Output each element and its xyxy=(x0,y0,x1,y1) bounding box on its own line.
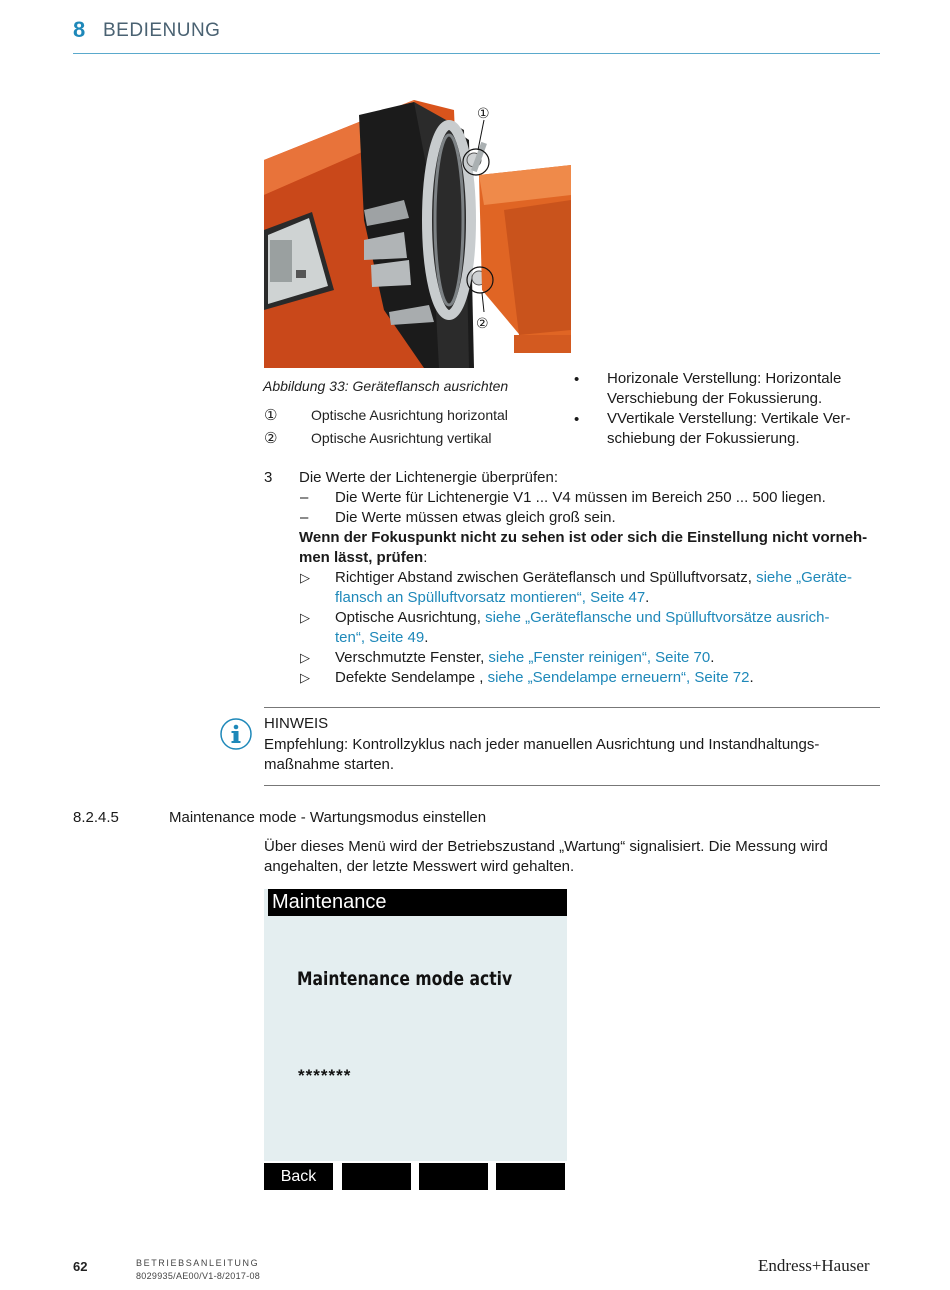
check-3-tail: . xyxy=(710,649,715,666)
header-divider xyxy=(73,53,880,54)
dash-item-2: Die Werte müssen etwas gleich groß sein. xyxy=(335,509,616,526)
check-item-2 xyxy=(335,608,829,628)
device-flange-illustration xyxy=(264,100,571,368)
hint-text-line1: Empfehlung: Kontrollzyklus nach jeder manuellen Ausrichtung und Instandhaltungs- xyxy=(264,736,820,753)
step-text: Die Werte der Lichtenergie überprüfen: xyxy=(299,469,559,486)
check-1-text: Richtiger Abstand zwischen Geräteflansch und Spülluftvorsatz, xyxy=(335,569,757,586)
check-2-link[interactable]: siehe „Geräteflansche und Spülluftvorsätze ausrich- xyxy=(485,609,830,626)
check-item-2-cont xyxy=(335,628,428,648)
legend-num-2: ② xyxy=(264,430,278,447)
check-item-1-cont xyxy=(335,588,649,608)
callout-2-label: ② xyxy=(476,315,489,331)
check-2-link-cont[interactable]: ten“, Seite 49 xyxy=(335,629,425,646)
check-4-tail: . xyxy=(749,669,754,686)
callout-1-label: ① xyxy=(477,105,490,121)
bullet-dot: • xyxy=(574,411,580,428)
check-triangle-icon: ▷ xyxy=(300,650,310,665)
hint-divider-top xyxy=(264,707,880,708)
brand-logo: Endress+Hauser xyxy=(758,1256,870,1275)
condition-line2-bold: men lässt, prüfen xyxy=(299,549,424,566)
check-1-tail: . xyxy=(645,589,650,606)
check-1-link[interactable]: siehe „Geräte- xyxy=(756,569,852,586)
check-2-tail: . xyxy=(424,629,429,646)
legend-text-1: Optische Ausrichtung horizontal xyxy=(311,407,508,423)
check-triangle-icon: ▷ xyxy=(300,610,310,625)
figure-caption: Abbildung 33: Geräteflansch ausrichten xyxy=(263,378,509,394)
check-3-link[interactable]: siehe „Fenster reinigen“, Seite 70 xyxy=(488,649,711,666)
check-2-text: Optische Ausrichtung, xyxy=(335,609,486,626)
check-1-link-cont[interactable]: flansch an Spülluftvorsatz montieren“, Seite 47 xyxy=(335,589,646,606)
legend-text-2: Optische Ausrichtung vertikal xyxy=(311,430,492,446)
chapter-title: BEDIENUNG xyxy=(103,20,221,41)
page-number: 62 xyxy=(73,1259,88,1274)
hint-title: HINWEIS xyxy=(264,715,329,732)
document-number: 8029935/AE00/V1-8/2017-08 xyxy=(136,1271,261,1281)
bullet-vertical-line2: schiebung der Fokussierung. xyxy=(607,430,800,447)
check-3-text: Verschmutzte Fenster, xyxy=(335,649,489,666)
hint-text-line2: maßnahme starten. xyxy=(264,756,395,773)
bullet-dot: • xyxy=(574,371,580,388)
check-triangle-icon: ▷ xyxy=(300,570,310,585)
document-type: BETRIEBSANLEITUNG xyxy=(136,1258,260,1268)
chapter-number: 8 xyxy=(73,17,86,42)
section-intro-line1: Über dieses Menü wird der Betriebszustand „Wartung“ signalisiert. Die Messung wird xyxy=(264,838,828,855)
display-title: Maintenance xyxy=(272,891,387,913)
back-softkey[interactable]: Back xyxy=(264,1163,333,1190)
device-display xyxy=(264,889,567,1161)
condition-line2-tail: : xyxy=(423,549,428,566)
bullet-horizontal-line1: Horizonale Verstellung: Horizontale xyxy=(607,370,842,387)
dash-item-1: Die Werte für Lichtenergie V1 ... V4 müssen im Bereich 250 ... 500 liegen. xyxy=(335,489,826,506)
check-item-4 xyxy=(335,668,754,688)
display-message: Maintenance mode activ xyxy=(297,968,513,990)
dash-marker: – xyxy=(300,509,309,526)
section-intro-line2: angehalten, der letzte Messwert wird gehalten. xyxy=(264,858,575,875)
legend-num-1: ① xyxy=(264,407,278,424)
check-item-1 xyxy=(335,568,852,588)
check-4-link[interactable]: siehe „Sendelampe erneuern“, Seite 72 xyxy=(487,669,750,686)
display-password: ******* xyxy=(298,1066,352,1085)
check-item-3 xyxy=(335,648,714,668)
softkey-3[interactable] xyxy=(419,1163,488,1190)
hint-divider-bottom xyxy=(264,785,880,786)
step-number: 3 xyxy=(264,469,273,486)
section-title: Maintenance mode - Wartungsmodus einstellen xyxy=(169,809,487,826)
condition-line2 xyxy=(299,548,427,568)
check-4-text: Defekte Sendelampe , xyxy=(335,669,488,686)
dash-marker: – xyxy=(300,489,309,506)
condition-line1: Wenn der Fokuspunkt nicht zu sehen ist oder sich die Einstellung nicht vorneh- xyxy=(299,529,868,546)
bullet-vertical-line1: VVertikale Verstellung: Vertikale Ver- xyxy=(607,410,851,427)
softkey-2[interactable] xyxy=(342,1163,411,1190)
info-icon xyxy=(219,717,253,751)
section-number: 8.2.4.5 xyxy=(73,809,119,826)
softkey-4[interactable] xyxy=(496,1163,565,1190)
check-triangle-icon: ▷ xyxy=(300,670,310,685)
bullet-horizontal-line2: Verschiebung der Fokussierung. xyxy=(607,390,823,407)
